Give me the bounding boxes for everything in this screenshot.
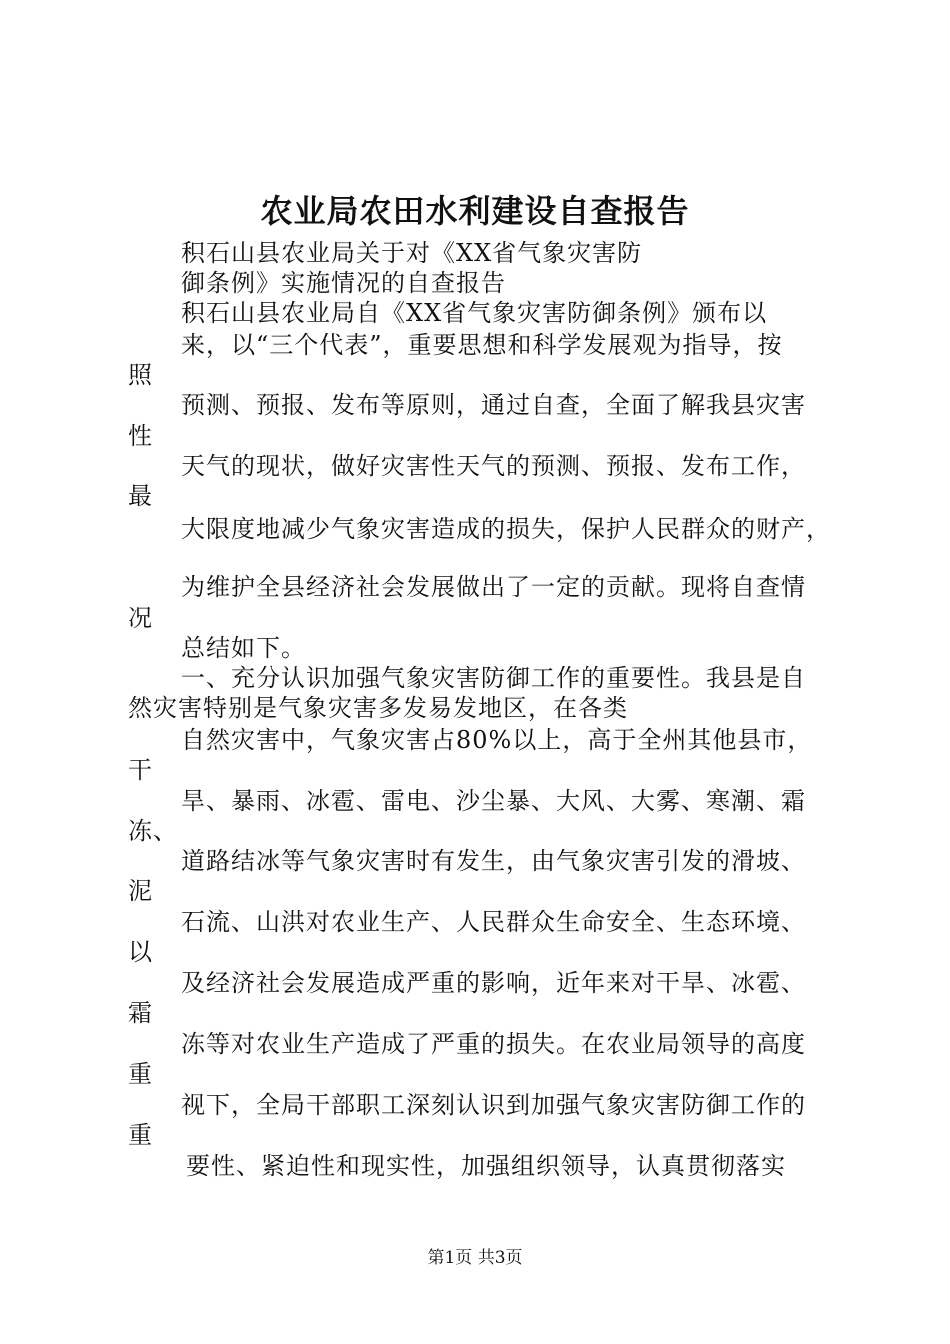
body-line: 重 <box>128 1060 153 1088</box>
body-line: 道路结冰等气象灾害时有发生，由气象灾害引发的滑坡、 <box>181 847 806 875</box>
body-line: 况 <box>128 604 153 632</box>
page-number: 第1页 共3页 <box>427 1248 523 1268</box>
body-line: 积石山县农业局关于对《XX省气象灾害防 <box>181 239 643 267</box>
body-line: 积石山县农业局自《XX省气象灾害防御条例》颁布以 <box>181 299 768 327</box>
body-line: 为维护全县经济社会发展做出了一定的贡献。现将自查情 <box>181 573 806 601</box>
body-line: 视下，全局干部职工深刻认识到加强气象灾害防御工作的 <box>181 1091 806 1119</box>
body-line: 御条例》实施情况的自查报告 <box>181 269 506 297</box>
document-title: 农业局农田水利建设自查报告 <box>260 192 690 230</box>
body-line: 干 <box>128 756 153 784</box>
body-line: 冻等对农业生产造成了严重的损失。在农业局领导的高度 <box>181 1030 806 1058</box>
body-line: 冻、 <box>128 817 178 845</box>
body-line: 天气的现状，做好灾害性天气的预测、预报、发布工作， <box>181 452 806 480</box>
body-line: 总结如下。 <box>181 634 306 662</box>
body-line: 重 <box>128 1121 153 1149</box>
body-line: 泥 <box>128 877 153 905</box>
body-line: 然灾害特别是气象灾害多发易发地区，在各类 <box>128 694 628 722</box>
body-line: 一、充分认识加强气象灾害防御工作的重要性。我县是自 <box>181 664 806 692</box>
body-line: 自然灾害中，气象灾害占80%以上，高于全州其他县市， <box>181 726 813 754</box>
body-line: 性 <box>128 422 153 450</box>
body-line: 最 <box>128 482 153 510</box>
body-line: 旱、暴雨、冰雹、雷电、沙尘暴、大风、大雾、寒潮、霜 <box>181 787 806 815</box>
body-line: 石流、山洪对农业生产、人民群众生命安全、生态环境、 <box>181 908 806 936</box>
body-line: 照 <box>128 361 153 389</box>
body-line: 要性、紧迫性和现实性，加强组织领导，认真贯彻落实 <box>186 1152 786 1180</box>
body-line: 来，以“三个代表”，重要思想和科学发展观为指导，按 <box>181 331 783 359</box>
body-line: 及经济社会发展造成严重的影响，近年来对干旱、冰雹、 <box>181 969 806 997</box>
body-line: 预测、预报、发布等原则，通过自查，全面了解我县灾害 <box>181 391 806 419</box>
body-line: 霜 <box>128 999 153 1027</box>
body-line: 以 <box>128 938 153 966</box>
body-line: 大限度地减少气象灾害造成的损失，保护人民群众的财产， <box>181 515 831 543</box>
